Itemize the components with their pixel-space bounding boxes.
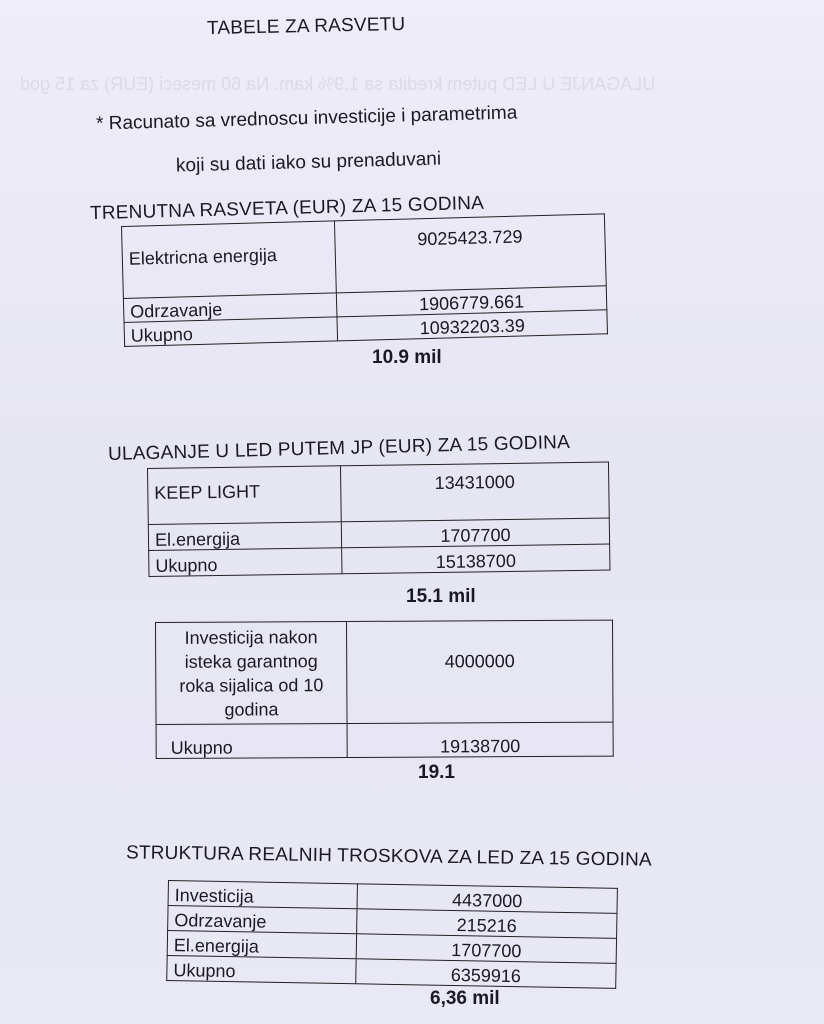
- section-heading-current-lighting: TRENUTNA RASVETA (EUR) ZA 15 GODINA: [89, 192, 485, 225]
- row-value: 15138700: [342, 544, 610, 574]
- row-value: 1906779.661: [336, 286, 607, 317]
- row-label: Elektricna energija: [122, 221, 337, 299]
- row-label: Odrzavanje: [123, 293, 337, 323]
- table-current-lighting: [121, 213, 608, 347]
- row-value: 4000000: [347, 620, 614, 723]
- row-value: 19138700: [347, 722, 613, 757]
- table-row: [148, 462, 610, 524]
- row-value: 4437000: [357, 884, 617, 914]
- row-label: Ukupno: [156, 723, 347, 758]
- table-row: [156, 722, 613, 758]
- row-value: 1707700: [356, 934, 616, 964]
- note-line-2: koji su dati iako su prenaduvani: [175, 148, 442, 177]
- row-value: 10932203.39: [337, 310, 608, 341]
- row-label: Odrzavanje: [168, 906, 357, 934]
- row-value: 13431000: [340, 462, 609, 522]
- row-value: 6359916: [356, 959, 616, 989]
- row-value: 215216: [357, 909, 617, 939]
- total-after-warranty: 19.1: [418, 762, 455, 783]
- row-label: Ukupno: [167, 955, 356, 983]
- row-label: Ukupno: [124, 317, 338, 347]
- table-real-costs: [166, 880, 618, 989]
- note-line-1: * Racunato sa vrednoscu investicije i parametrima: [95, 102, 518, 135]
- row-label: KEEP LIGHT: [148, 466, 342, 525]
- section-heading-real-costs: STRUKTURA REALNIH TROSKOVA ZA LED ZA 15 GODINA: [125, 842, 652, 871]
- table-row: [156, 620, 614, 724]
- total-led-jp: 15.1 mil: [406, 586, 476, 607]
- total-real-costs: 6,36 mil: [430, 988, 500, 1009]
- table-investment-after-warranty: [155, 620, 614, 759]
- section-heading-led-jp: ULAGANJE U LED PUTEM JP (EUR) ZA 15 GODINA: [107, 431, 571, 466]
- row-value: 9025423.729: [334, 214, 606, 293]
- table-led-jp: [147, 462, 610, 577]
- table-row: [122, 214, 607, 299]
- row-value: 1707700: [341, 518, 609, 548]
- total-current-lighting: 10.9 mil: [372, 347, 442, 368]
- row-label: El.energija: [148, 522, 341, 551]
- page-title: TABELE ZA RASVETU: [206, 13, 406, 40]
- row-label: Ukupno: [149, 548, 342, 577]
- bleed-through-text: ULAGANJE U LED putem kredita sa 1,9% kam. Na 60 meseci (EUR) za 15 god: [20, 74, 656, 94]
- row-label: Investicija: [168, 881, 357, 909]
- row-label: El.energija: [167, 931, 356, 959]
- row-label: Investicija nakon isteka garantnog roka sijalica od 10 godina: [156, 621, 348, 724]
